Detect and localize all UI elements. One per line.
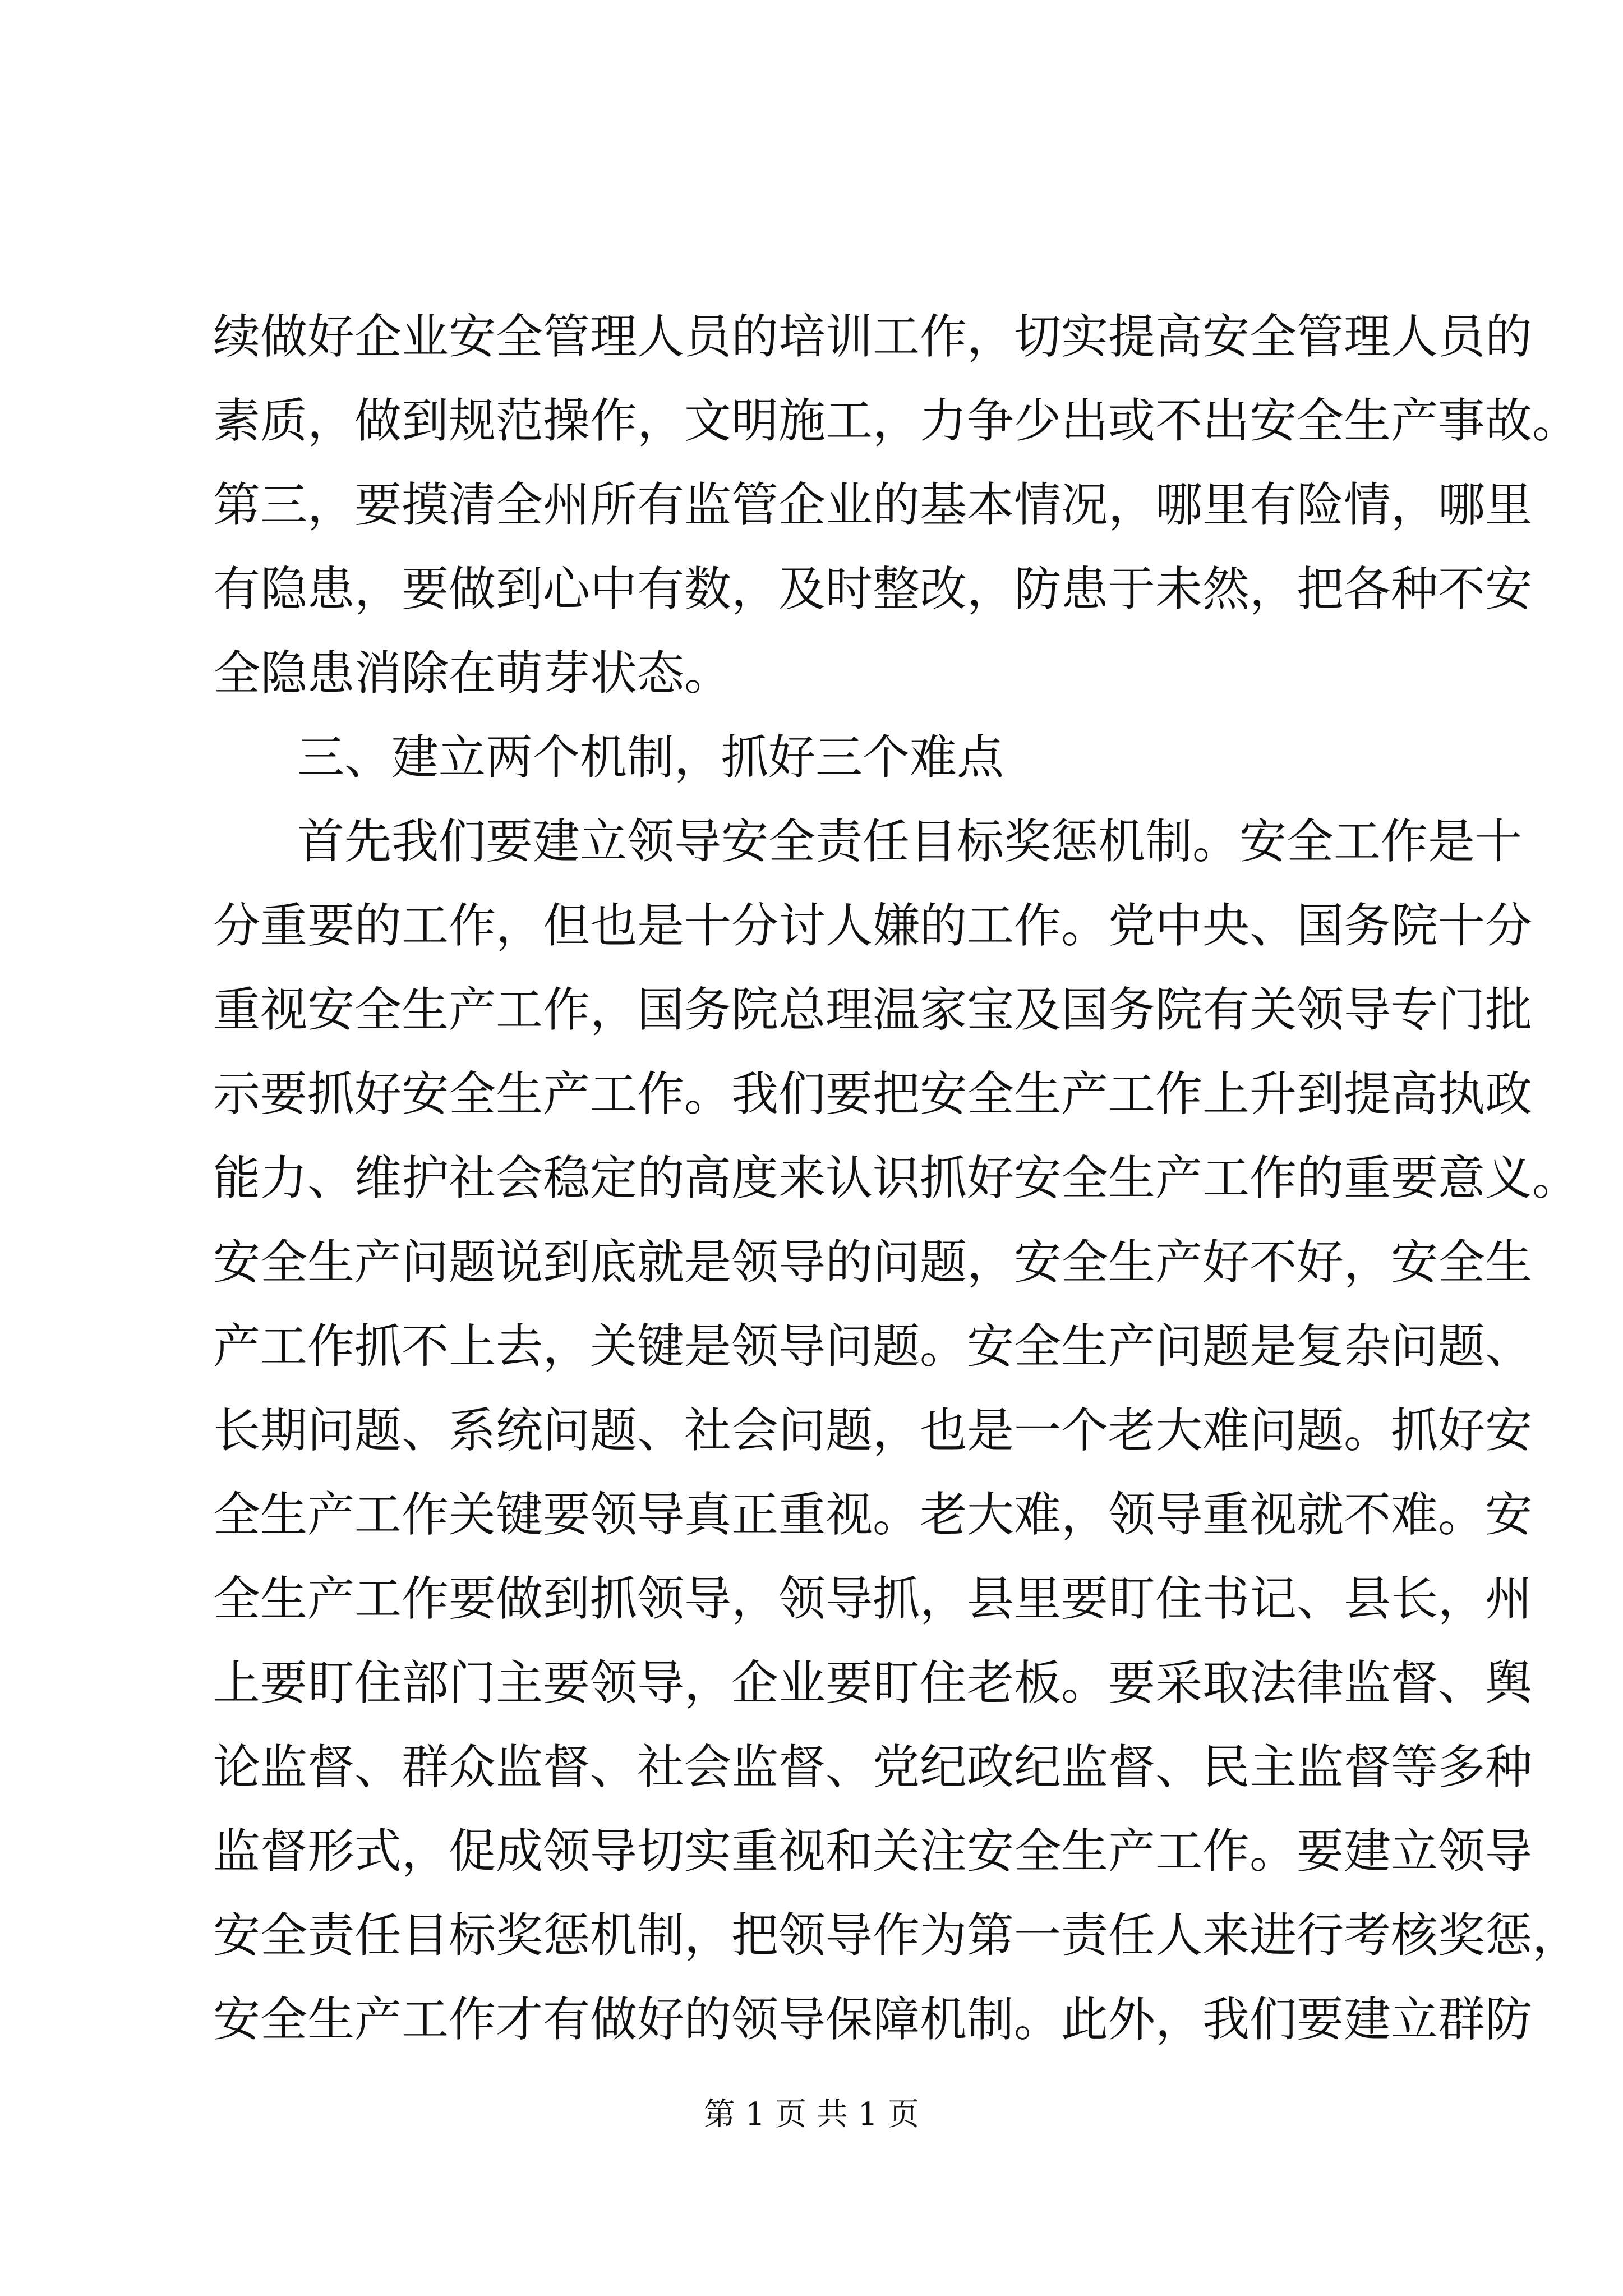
body-line: 长期问题、系统问题、社会问题，也是一个老大难问题。抓好安 <box>213 1403 1533 1458</box>
body-line: 重视安全生产工作，国务院总理温家宝及国务院有关领导专门批 <box>213 982 1533 1037</box>
body-line: 续做好企业安全管理人员的培训工作，切实提高安全管理人员的 <box>213 309 1533 364</box>
body-line: 示要抓好安全生产工作。我们要把安全生产工作上升到提高执政 <box>213 1066 1533 1121</box>
body-line: 全隐患消除在萌芽状态。 <box>213 646 732 701</box>
body-line: 上要盯住部门主要领导，企业要盯住老板。要采取法律监督、舆 <box>213 1655 1533 1710</box>
body-line: 安全生产工作才有做好的领导保障机制。此外，我们要建立群防 <box>213 1992 1533 2047</box>
body-line: 第三，要摸清全州所有监管企业的基本情况，哪里有险情，哪里 <box>213 477 1533 532</box>
page-footer: 第 1 页 共 1 页 <box>703 2096 920 2133</box>
body-line: 产工作抓不上去，关键是领导问题。安全生产问题是复杂问题、 <box>213 1319 1533 1374</box>
body-line: 监督形式，促成领导切实重视和关注安全生产工作。要建立领导 <box>213 1824 1533 1879</box>
body-line: 论监督、群众监督、社会监督、党纪政纪监督、民主监督等多种 <box>213 1740 1533 1795</box>
body-line: 安全责任目标奖惩机制，把领导作为第一责任人来进行考核奖惩， <box>213 1908 1580 1963</box>
body-line: 分重要的工作，但也是十分讨人嫌的工作。党中央、国务院十分 <box>213 898 1533 953</box>
body-line: 有隐患，要做到心中有数，及时整改，防患于未然，把各种不安 <box>213 562 1533 616</box>
section-heading: 三、建立两个机制，抓好三个难点 <box>297 730 1004 785</box>
body-line: 安全生产问题说到底就是领导的问题，安全生产好不好，安全生 <box>213 1235 1533 1290</box>
body-line: 全生产工作要做到抓领导，领导抓，县里要盯住书记、县长，州 <box>213 1571 1533 1626</box>
paragraph-first-line: 首先我们要建立领导安全责任目标奖惩机制。安全工作是十 <box>297 814 1523 869</box>
body-line: 能力、维护社会稳定的高度来认识抓好安全生产工作的重要意义。 <box>213 1151 1580 1205</box>
body-line: 素质，做到规范操作，文明施工，力争少出或不出安全生产事故。 <box>213 393 1580 448</box>
body-line: 全生产工作关键要领导真正重视。老大难，领导重视就不难。安 <box>213 1487 1533 1542</box>
